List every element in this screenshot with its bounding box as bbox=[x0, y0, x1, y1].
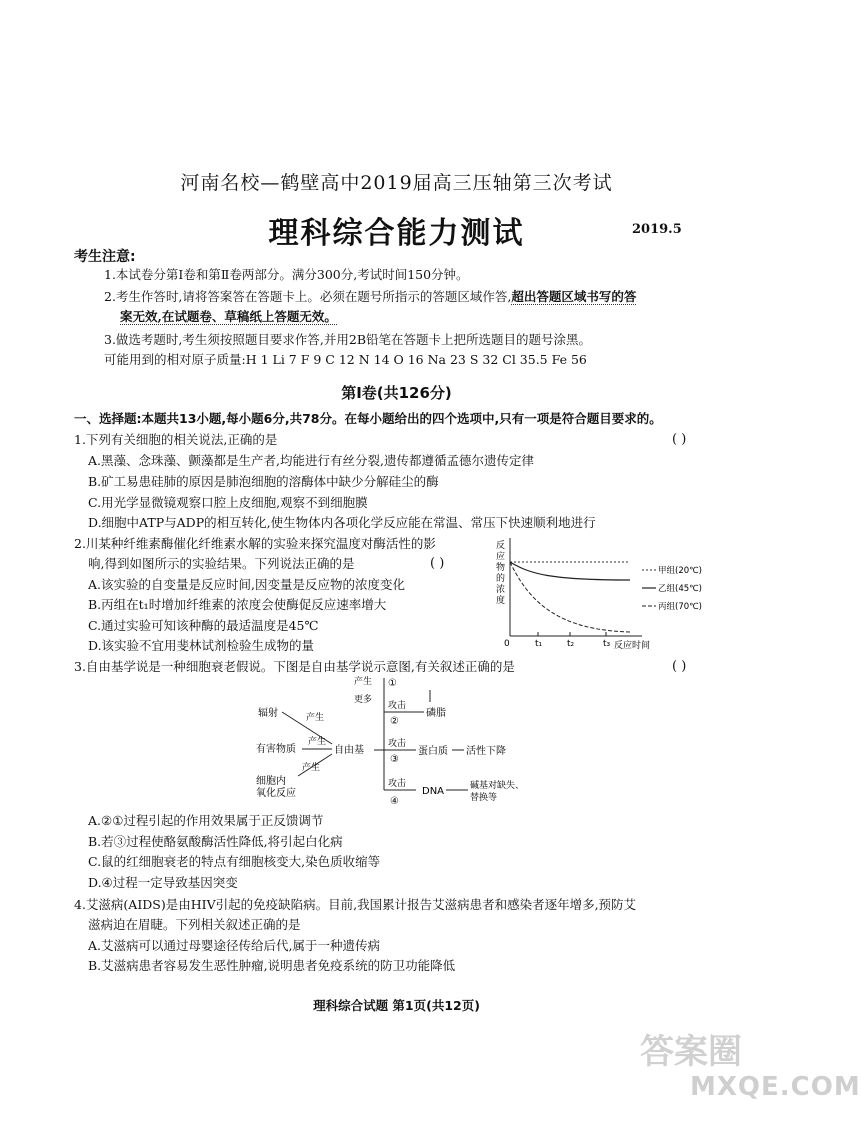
curve-yi bbox=[510, 562, 630, 580]
q1-option-b: B.矿工易患硅肺的原因是肺泡细胞的溶酶体中缺少分解硅尘的酶 bbox=[88, 474, 439, 489]
q3-option-b: B.若③过程使酪氨酸酶活性降低,将引起白化病 bbox=[88, 834, 343, 849]
q2-stem-cont: 响,得到如图所示的实验结果。下列说法正确的是 bbox=[88, 556, 355, 571]
diag-more-b: 更多 bbox=[354, 695, 373, 705]
notice-item-2-cont bbox=[120, 308, 337, 326]
q1-option-d: D.细胞中ATP与ADP的相互转化,使生物体内各项化学反应能在常温、常压下快速顺利地进行 bbox=[88, 515, 596, 530]
notice-item-2-emphasis-cont: 案无效,在试题卷、草稿纸上答题无效。 bbox=[120, 309, 337, 324]
legend-jia: 甲组(20℃) bbox=[658, 566, 702, 576]
chart-ylabel-3: 物 bbox=[496, 563, 506, 573]
q2-answer-paren: ( ) bbox=[430, 556, 445, 571]
legend-yi: 乙组(45℃) bbox=[658, 584, 702, 594]
diag-activity-down: 活性下降 bbox=[466, 746, 506, 757]
notice-item-1: 1.本试卷分第Ⅰ卷和第Ⅱ卷两部分。满分300分,考试时间150分钟。 bbox=[104, 267, 469, 282]
notice-item-2-text: 2.考生作答时,请将答案答在答题卡上。必须在题号所指示的答题区域作答, bbox=[104, 289, 512, 304]
q2-option-b: B.丙组在t₁时增加纤维素的浓度会使酶促反应速率增大 bbox=[88, 597, 387, 612]
diag-produce-3: 产生 bbox=[302, 763, 321, 773]
diag-harmful: 有害物质 bbox=[256, 744, 296, 755]
q3-stem: 3.自由基学说是一种细胞衰老假说。下图是自由基学说示意图,有关叙述正确的是 bbox=[74, 659, 515, 674]
notice-item-3: 3.做选考题时,考生须按照题目要求作答,并用2B铅笔在答题卡上把所选题目的题号涂黑。 bbox=[104, 332, 592, 347]
legend-bing: 丙组(70℃) bbox=[658, 602, 702, 612]
chart-ylabel-4: 的 bbox=[496, 574, 506, 584]
diag-radiation: 辐射 bbox=[258, 708, 278, 719]
diag-n4: ④ bbox=[390, 796, 399, 807]
notice-item-2 bbox=[104, 288, 636, 306]
q1-option-c: C.用光学显微镜观察口腔上皮细胞,观察不到细胞膜 bbox=[88, 495, 368, 510]
exam-date: 2019.5 bbox=[632, 222, 682, 237]
diag-attack-3: 攻击 bbox=[388, 739, 407, 749]
q3-option-c: C.鼠的红细胞衰老的特点有细胞核变大,染色质收缩等 bbox=[88, 854, 381, 869]
diag-attack-4: 攻击 bbox=[388, 779, 407, 789]
diag-produce-2: 产生 bbox=[308, 737, 327, 747]
q3-free-radical-diagram bbox=[240, 672, 580, 812]
diag-phospholipid: 磷脂 bbox=[426, 708, 446, 719]
label-t1: t₁ bbox=[535, 639, 543, 649]
q2-option-c: C.通过实验可知该种酶的最适温度是45℃ bbox=[88, 618, 319, 633]
notice-heading: 考生注意: bbox=[74, 249, 136, 265]
curve-bing bbox=[510, 562, 630, 632]
label-t3: t₃ bbox=[603, 639, 611, 649]
diag-attack-2: 攻击 bbox=[388, 701, 407, 711]
q1-answer-paren: ( ) bbox=[672, 432, 687, 447]
school-line: 河南名校—鹤壁高中2019届高三压轴第三次考试 bbox=[180, 172, 613, 194]
q3-option-a: A.②①过程引起的作用效果属于正反馈调节 bbox=[88, 813, 324, 828]
q4-option-a: A.艾滋病可以通过母婴途径传给后代,属于一种遗传病 bbox=[88, 938, 380, 953]
q3-answer-paren: ( ) bbox=[672, 659, 687, 674]
chart-ylabel-6: 度 bbox=[496, 596, 506, 606]
diag-more-a: 产生 bbox=[354, 677, 373, 687]
atomic-masses: 可能用到的相对原子质量:H 1 Li 7 F 9 C 12 N 14 O 16 Na 23 S 32 Cl 35.5 Fe 56 bbox=[104, 352, 587, 367]
chart-ylabel-2: 应 bbox=[496, 552, 506, 562]
diag-free-radical: 自由基 bbox=[334, 745, 364, 756]
q4-stem-cont: 滋病迫在眉睫。下列相关叙述正确的是 bbox=[88, 917, 301, 932]
notice-item-2-emphasis: 超出答题区域书写的答 bbox=[511, 289, 637, 304]
diag-n1: ① bbox=[388, 678, 397, 689]
q4-stem: 4.艾滋病(AIDS)是由HIV引起的免疫缺陷病。目前,我国累计报告艾滋病患者和感染者逐年增多,预防艾 bbox=[74, 897, 637, 912]
page-footer: 理科综合试题 第1页(共12页) bbox=[313, 998, 480, 1013]
q2-stem: 2.川某种纤维素酶催化纤维素水解的实验来探究温度对酶活性的影 bbox=[74, 536, 436, 551]
diag-damage-a: 碱基对缺失、 bbox=[470, 781, 525, 791]
chart-xlabel: 反应时间 bbox=[614, 641, 651, 651]
chart-ylabel-1: 反 bbox=[496, 541, 506, 551]
section-heading: 第Ⅰ卷(共126分) bbox=[341, 384, 452, 402]
q3-option-d: D.④过程一定导致基因突变 bbox=[88, 875, 238, 890]
chart-origin: 0 bbox=[504, 639, 510, 649]
diag-produce-1: 产生 bbox=[306, 713, 325, 723]
diag-protein: 蛋白质 bbox=[418, 746, 448, 757]
chart-ylabel-5: 浓 bbox=[496, 585, 506, 595]
diag-n2: ② bbox=[390, 716, 399, 727]
diag-metabolism-a: 细胞内 bbox=[256, 776, 286, 787]
q2-option-d: D.该实验不宜用斐林试剂检验生成物的量 bbox=[88, 638, 315, 653]
diag-damage-b: 替换等 bbox=[470, 793, 498, 803]
q4-option-b: B.艾滋病患者容易发生恶性肿瘤,说明患者免疫系统的防卫功能降低 bbox=[88, 958, 456, 973]
exam-title: 理科综合能力测试 bbox=[268, 216, 525, 251]
watermark-site: MXQE.COM bbox=[690, 1072, 861, 1102]
q1-stem: 1.下列有关细胞的相关说法,正确的是 bbox=[74, 432, 278, 447]
diag-n3: ③ bbox=[390, 754, 399, 765]
diag-metabolism-b: 氧化反应 bbox=[256, 788, 296, 799]
section-intro: 一、选择题:本题共13小题,每小题6分,共78分。在每小题给出的四个选项中,只有一项是符合题目要求的。 bbox=[74, 411, 662, 426]
q2-enzyme-chart bbox=[490, 534, 725, 656]
watermark-brand: 答案圈 bbox=[640, 1032, 742, 1072]
diag-dna: DNA bbox=[422, 786, 445, 797]
label-t2: t₂ bbox=[567, 639, 575, 649]
q1-option-a: A.黑藻、念珠藻、颤藻都是生产者,均能进行有丝分裂,遗传都遵循孟德尔遗传定律 bbox=[88, 453, 534, 468]
q2-option-a: A.该实验的自变量是反应时间,因变量是反应物的浓度变化 bbox=[88, 577, 405, 592]
